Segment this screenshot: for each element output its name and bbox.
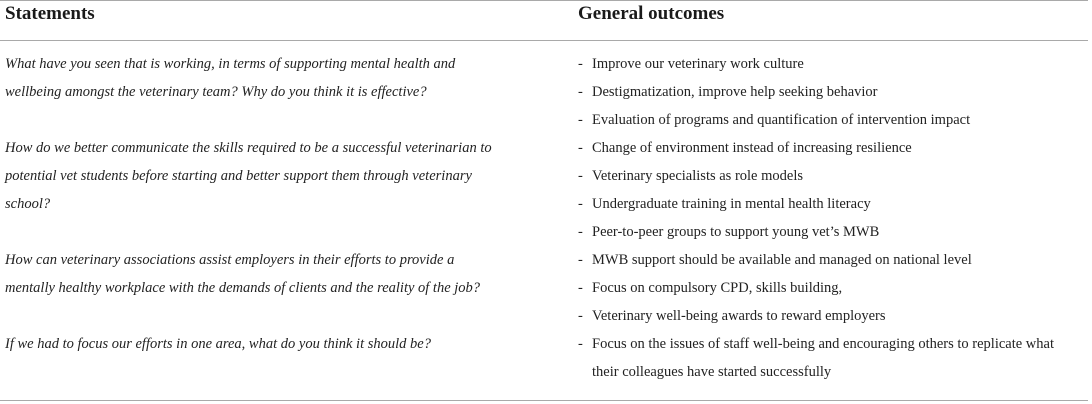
outcome-text: Peer-to-peer groups to support young vet’s MWB bbox=[592, 224, 880, 240]
bullet-dash: - bbox=[578, 140, 583, 156]
outcome-item bbox=[578, 302, 886, 330]
outcome-item bbox=[578, 274, 842, 302]
outcome-text: Veterinary specialists as role models bbox=[592, 168, 803, 184]
outcome-text: Evaluation of programs and quantification of intervention impact bbox=[592, 112, 971, 128]
outcome-item bbox=[578, 50, 804, 78]
outcome-text: MWB support should be available and managed on national level bbox=[592, 252, 972, 268]
outcome-text: Improve our veterinary work culture bbox=[592, 56, 804, 72]
outcome-text: Veterinary well-being awards to reward employers bbox=[592, 308, 886, 324]
statement-line: mentally healthy workplace with the demands of clients and the reality of the job? bbox=[5, 280, 481, 296]
outcome-item bbox=[578, 106, 970, 134]
table-bottom-rule bbox=[0, 400, 1088, 401]
outcome-text: Change of environment instead of increasing resilience bbox=[592, 140, 912, 156]
bullet-dash: - bbox=[578, 252, 583, 268]
bullet-dash: - bbox=[578, 56, 583, 72]
outcome-text: Undergraduate training in mental health literacy bbox=[592, 196, 871, 212]
bullet-dash: - bbox=[578, 112, 583, 128]
statement-3 bbox=[5, 246, 565, 302]
statement-line: If we had to focus our efforts in one area, what do you think it should be? bbox=[5, 336, 431, 352]
bullet-dash: - bbox=[578, 336, 583, 352]
statement-line: wellbeing amongst the veterinary team? Why do you think it is effective? bbox=[5, 84, 427, 100]
bullet-dash: - bbox=[578, 168, 583, 184]
bullet-dash: - bbox=[578, 196, 583, 212]
bullet-dash: - bbox=[578, 224, 583, 240]
statement-line: How do we better communicate the skills required to be a successful veterinarian to bbox=[5, 140, 492, 156]
header-statements: Statements bbox=[5, 3, 95, 24]
outcome-item bbox=[578, 162, 803, 190]
outcome-item bbox=[578, 330, 1054, 386]
outcome-text: Focus on compulsory CPD, skills building, bbox=[592, 280, 843, 296]
statement-line: school? bbox=[5, 196, 51, 212]
outcome-item bbox=[578, 190, 871, 218]
statement-2 bbox=[5, 134, 565, 218]
outcome-text: Focus on the issues of staff well-being and encouraging others to replicate what bbox=[592, 336, 1054, 352]
statement-line: What have you seen that is working, in terms of supporting mental health and bbox=[5, 56, 456, 72]
statement-line: How can veterinary associations assist employers in their efforts to provide a bbox=[5, 252, 455, 268]
outcome-text: Destigmatization, improve help seeking behavior bbox=[592, 84, 878, 100]
header-general-outcomes: General outcomes bbox=[578, 3, 725, 24]
bullet-dash: - bbox=[578, 280, 583, 296]
bullet-dash: - bbox=[578, 84, 583, 100]
outcome-item bbox=[578, 78, 878, 106]
outcome-text-continued: their colleagues have started successfully bbox=[592, 364, 832, 380]
statement-1 bbox=[5, 50, 565, 106]
bullet-dash: - bbox=[578, 308, 583, 324]
outcome-item bbox=[578, 246, 972, 274]
statement-4 bbox=[5, 330, 565, 358]
outcome-item bbox=[578, 218, 879, 246]
table-top-rule bbox=[0, 0, 1088, 1]
statement-line: potential vet students before starting and better support them through veterinary bbox=[5, 168, 472, 184]
outcome-item bbox=[578, 134, 912, 162]
header-rule bbox=[0, 40, 1088, 41]
